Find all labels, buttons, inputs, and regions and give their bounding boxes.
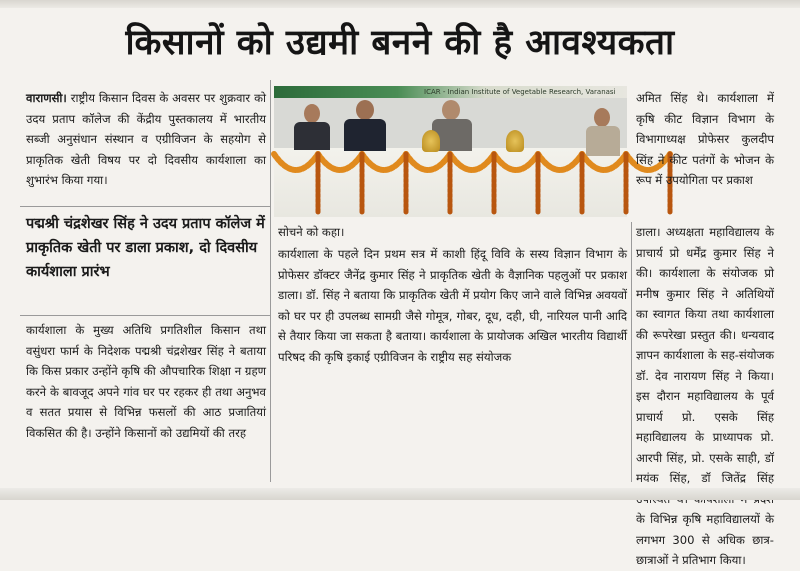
- intro-text: राष्ट्रीय किसान दिवस के अवसर पर शुक्रवार को उदय प्रताप कॉलेज की केंद्रीय पुस्तकालय में भारतीय सब्जी अनुसंधान संस्थान व एग्रीविजन के सहयोग से प्राकृतिक खेती विषय पर दो दिवसीय कार्यशाला का शुभारंभ किया गया।: [26, 91, 266, 187]
- column2-body: [278, 244, 627, 482]
- subheading: पद्मश्री चंद्रशेखर सिंह ने उदय प्रताप कॉलेज में प्राकृतिक खेती पर डाला प्रकाश, दो दिवसीय कार्यशाला प्रारंभ: [26, 216, 265, 280]
- top-edge: [0, 0, 800, 8]
- column-rule-right: [631, 222, 632, 482]
- column2-top-text: सोचने को कहा।: [278, 225, 345, 239]
- headline: किसानों को उद्यमी बनने की है आवश्यकता: [125, 23, 675, 63]
- column3-text: डाला। अध्यक्षता महाविद्यालय के प्राचार्य प्रो धर्मेंद्र कुमार सिंह ने की। कार्यशाला के संयोजक प्रो मनीष कुमार सिंह ने अतिथियों का स्वागत किया तथा कार्यशाला की रूपरेखा प्रस्तुत की। धन्यवाद ज्ञापन कार्यशाला के सह-संयोजक डॉ. देव नारायण सिंह ने किया। इस दौरान महाविद्यालय के पूर्व प्राचार्य प्रो. एसके सिंह महाविद्यालय के प्राध्यापक प्रो. आरपी सिंह, प्रो. एसके साही, डॉ मयंक सिंह, डॉ जितेंद्र सिंह के विभिन्न कृषि महाविद्यालयों के लगभग 300 से अधिक छात्र-छात्राओं ने प्रतिभाग किया।: [636, 225, 774, 567]
- dateline: वाराणसी।: [26, 91, 67, 105]
- bottom-edge: [0, 488, 800, 500]
- subhead-rule-top: [20, 206, 270, 207]
- column3-top: [636, 88, 774, 222]
- column3-top-text: अमित सिंह थे। कार्यशाला में कृषि कीट विज्ञान विभाग के विभागाध्यक्ष प्रोफेसर कुलदीप सिंह ने कीट पतंगों के भोजन के रूप में उपयोगिता पर प्रकाश: [636, 91, 774, 187]
- column1-text: कार्यशाला के मुख्य अतिथि प्रगतिशील किसान तथा वसुंधरा फार्म के निदेशक पद्मश्री चंद्रशेखर सिंह ने बताया कि किस प्रकार उन्होंने कृषि की औपचारिक शिक्षा न ग्रहण करने के बावजूद अपने गांव घर पर रहकर ही तथा अनुभव व सतत प्रयास से विभिन्न फसलों की आठ प्रजातियां विकसित की है। उन्होंने किसानों को उद्यमियों की तरह: [26, 323, 266, 440]
- column2-text: कार्यशाला के पहले दिन प्रथम सत्र में काशी हिंदू विवि के सस्य विज्ञान विभाग के प्रोफेसर डॉक्टर जैनेंद्र कुमार सिंह ने प्राकृतिक खेती के वैज्ञानिक पहलुओं पर प्रकाश डाला। डॉ. सिंह ने बताया कि प्राकृतिक खेती में प्रयोग किए जाने वाले विभिन्न अवयवों को घर पर ही उपलब्ध सामग्री जैसे गोमूत्र, गोबर, दूध, दही, घी, नारियल पानी आदि से तैयार किया जा सकता है बताया। कार्यशाला के प्रायोजक अखिल भारतीय विद्यार्थी परिषद की कृषि इकाई एग्रीविजन के राष्ट्रीय सह संयोजक: [278, 247, 627, 364]
- column1-body: [26, 320, 266, 482]
- column3-body: [636, 222, 774, 567]
- column2-top: [278, 222, 627, 244]
- column-rule-left: [270, 80, 271, 482]
- marigold-garland: [274, 146, 627, 216]
- photo-banner: ICAR - Indian Institute of Vegetable Research, Varanasi: [274, 86, 627, 98]
- event-photo: [274, 86, 627, 217]
- intro-paragraph: [26, 88, 266, 204]
- subhead-rule-bottom: [20, 315, 270, 316]
